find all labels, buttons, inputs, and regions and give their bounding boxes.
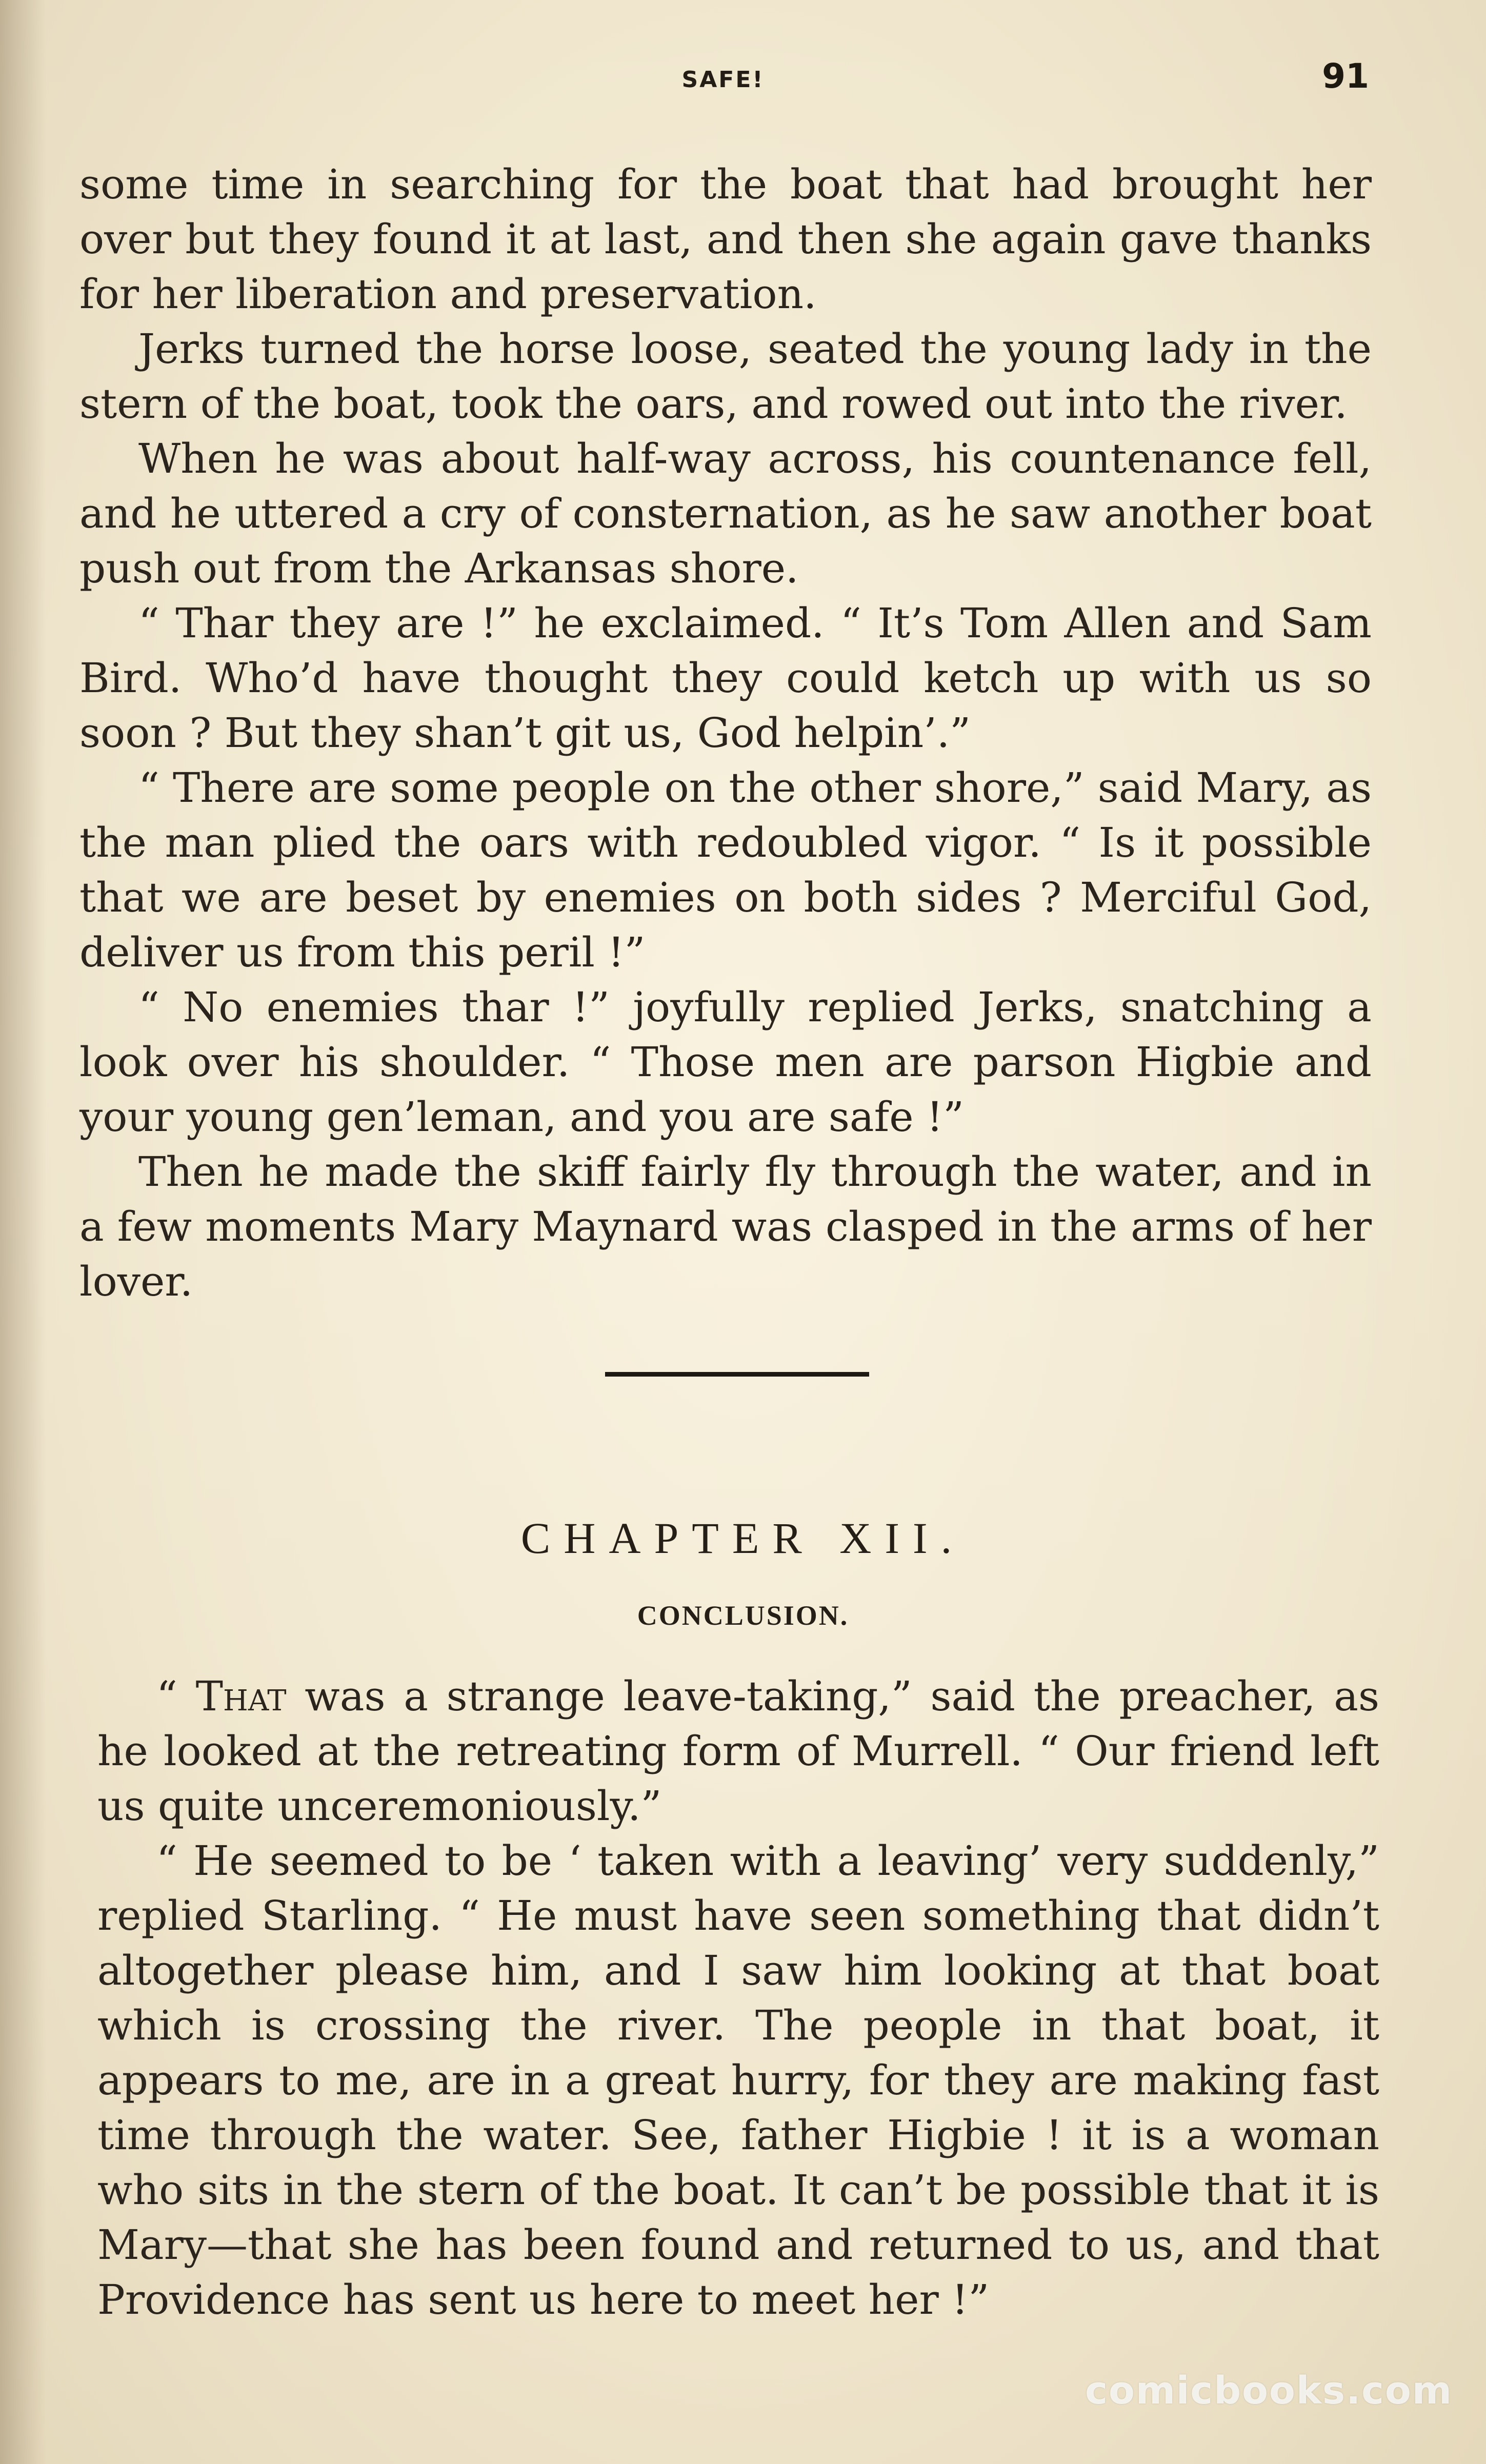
paragraph: “ No enemies thar !” joyfully replied Jerks, snatching a look over his shoulder. “ Those men are parson Higbie and your young gen’leman, and you are safe !” [79, 983, 1372, 1141]
chapter-subtitle: CONCLUSION. [637, 1600, 849, 1631]
paragraph: Then he made the skiff fairly fly through the water, and in a few moments Mary Maynard was clasped in the arms of her lover. [79, 1148, 1372, 1305]
paragraph [97, 1669, 1379, 1833]
paragraph: Jerks turned the horse loose, seated the young lady in the stern of the boat, took the oars, and rowed out into the river. [79, 325, 1372, 428]
page-header [77, 56, 1369, 103]
chapter-title: CHAPTER XII. [520, 1513, 966, 1563]
paragraph: “ Thar they are !” he exclaimed. “ It’s Tom Allen and Sam Bird. Who’d have thought they could ketch up with us so soon ? But they shan’t git us, God helpin’.” [79, 599, 1372, 757]
paragraph: “ There are some people on the other shore,” said Mary, as the man plied the oars with redoubled vigor. “ Is it possible that we are beset by enemies on both sides ? Merciful God, deliver us from this peril !” [79, 764, 1372, 976]
text-section-one [79, 157, 1372, 1309]
paragraph: “ He seemed to be ‘ taken with a leaving’ very suddenly,” replied Starling. “ He must have seen something that didn’t altogether please him, and I saw him looking at that boat which is crossing the river. The people in that boat, it appears to me, are in a great hurry, for they are making fast time through the water. See, father Higbie ! it is a woman who sits in the stern of the boat. It can’t be possible that it is Mary—that she has been found and returned to us, and that Providence has sent us here to meet her !” [97, 1837, 1379, 2324]
paragraph-text: was a strange leave-taking,” said the preacher, as he looked at the retreating form of Murrell. “ Our friend left us quite unceremoniously.” [97, 1672, 1379, 1830]
chapter-opening-word: That [195, 1672, 287, 1720]
paragraph: some time in searching for the boat that had brought her over but they found it at last, and then she again gave thanks for her liberation and preservation. [79, 160, 1372, 318]
text-section-two [97, 1669, 1379, 2327]
section-divider-rule [605, 1372, 869, 1377]
page-number: 91 [1322, 56, 1369, 96]
watermark: comicbooks.com [1085, 2369, 1453, 2413]
opening-quote: “ [156, 1672, 196, 1720]
paragraph: When he was about half-way across, his countenance fell, and he uttered a cry of consternation, as he saw another boat push out from the Arkansas shore. [79, 435, 1372, 592]
page-gutter-shadow [0, 0, 46, 2464]
running-head: SAFE! [681, 67, 765, 93]
